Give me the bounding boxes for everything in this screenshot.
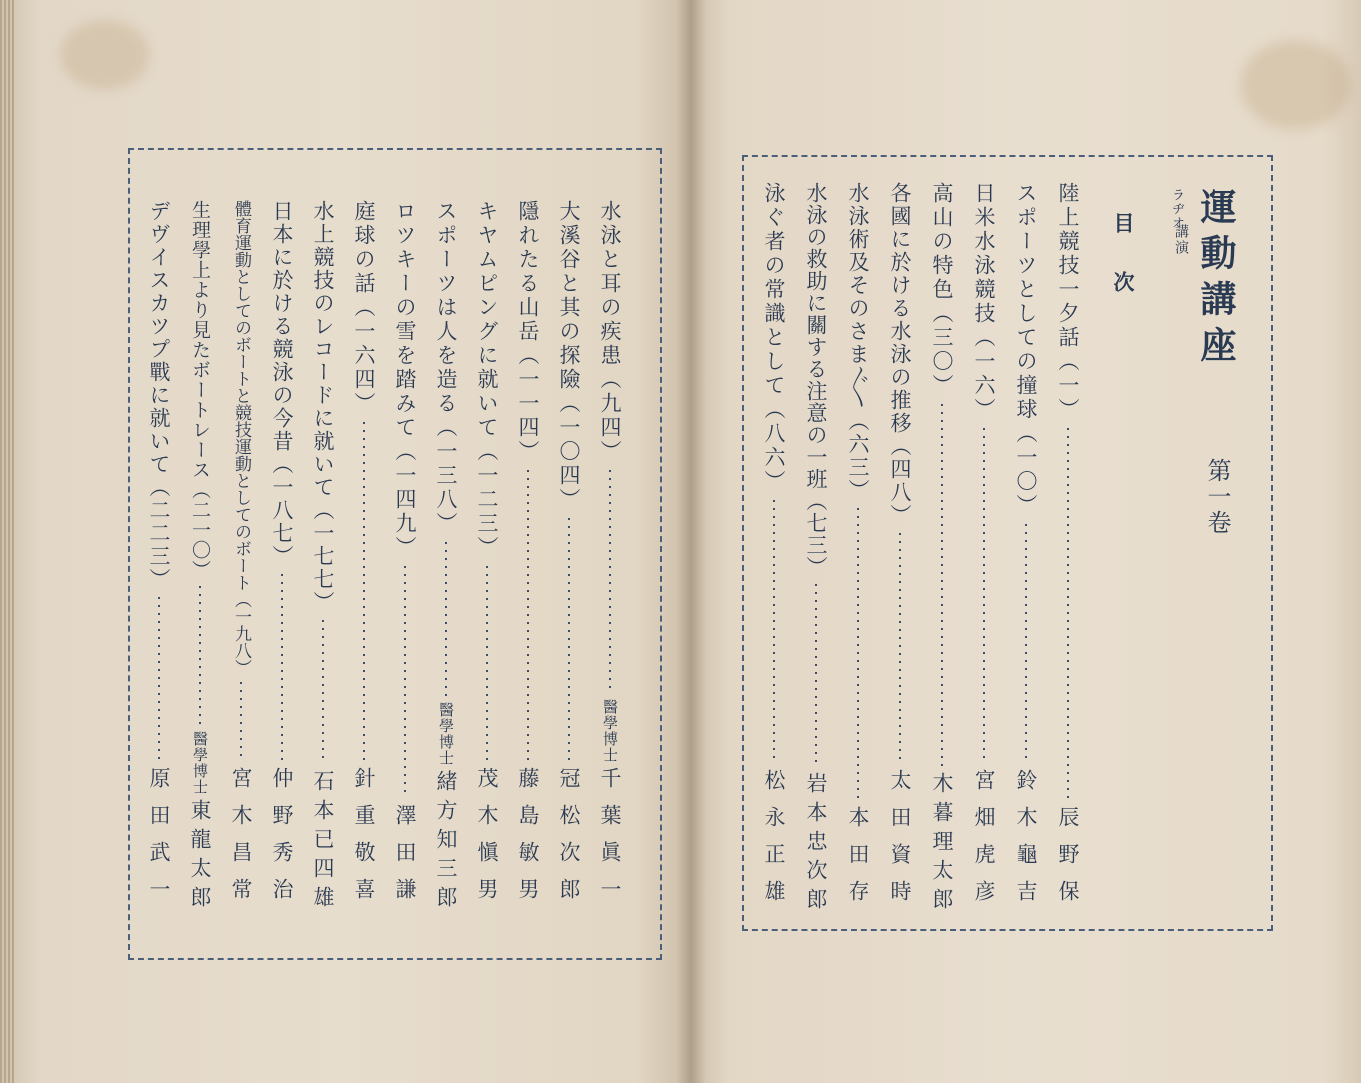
entry-author: 茂木愼男 [475, 767, 499, 915]
entry-title: 水泳術及そのさま〴〵（六三） [846, 182, 870, 502]
entry-title: ロツキーの雪を踏みて（一四九） [393, 200, 417, 560]
leader-dots [983, 428, 985, 763]
toc-entry[interactable] [596, 200, 624, 915]
entry-author: 宮木昌常 [229, 767, 253, 915]
leader-dots [815, 584, 817, 766]
entry-author: 松永正雄 [762, 769, 786, 917]
leader-dots [609, 470, 611, 693]
stain [60, 20, 150, 90]
toc-entry[interactable] [145, 200, 173, 915]
entry-author: 木暮理太郎 [930, 772, 954, 917]
toc-entry[interactable] [555, 200, 583, 915]
entry-title: 泳ぐ者の常識として（八六） [762, 182, 786, 494]
entry-author: 仲野秀治 [270, 767, 294, 915]
leader-dots [1067, 428, 1069, 800]
entry-title: 隱れたる山岳（一一四） [516, 200, 540, 464]
toc-entry[interactable] [268, 200, 296, 915]
entry-affiliation: 醫學博士 [191, 731, 209, 795]
page-edge [0, 0, 14, 1083]
entry-author: 東龍太郎 [188, 799, 212, 915]
entry-affiliation: 醫學博士 [601, 699, 619, 763]
leader-dots [158, 597, 160, 761]
leader-dots [240, 682, 242, 761]
toc-entry[interactable] [432, 200, 460, 915]
toc-entry[interactable] [1054, 182, 1082, 917]
entry-title: 水上競技のレコードに就いて（一七七） [311, 200, 335, 614]
toc-entry[interactable] [844, 182, 872, 917]
series-ruby: ラヂオ [1169, 188, 1184, 230]
series-label: 講演 [1173, 224, 1189, 256]
leader-dots [486, 566, 488, 761]
entry-author: 澤田謙 [393, 804, 417, 915]
entry-affiliation: 醫學博士 [437, 702, 455, 766]
leader-dots [199, 586, 201, 725]
toc-entry[interactable] [802, 182, 830, 917]
stain [1240, 40, 1350, 130]
entry-author: 原田武一 [147, 767, 171, 915]
entry-title: 日本に於ける競泳の今昔（一八七） [270, 200, 294, 568]
toc-entry[interactable] [760, 182, 788, 917]
toc-entry[interactable] [473, 200, 501, 915]
entry-author: 千葉眞一 [598, 767, 622, 915]
leader-dots [857, 508, 859, 800]
entry-author: 藤島敏男 [516, 767, 540, 915]
leader-dots [899, 533, 901, 763]
toc-entry[interactable] [514, 200, 542, 915]
entry-author: 岩本忠次郎 [804, 772, 828, 917]
toc-entry[interactable] [886, 182, 914, 917]
toc-entry[interactable] [227, 200, 255, 915]
leader-dots [527, 470, 529, 761]
entry-title: 體育運動としてのボートと競技運動としてのボート（一九八） [231, 200, 251, 676]
toc-entry[interactable] [350, 200, 378, 915]
entry-author: 辰野保 [1056, 806, 1080, 917]
entry-title: 陸上競技一夕話（一） [1056, 182, 1080, 422]
leader-dots [322, 620, 324, 764]
toc-entry[interactable] [309, 200, 337, 915]
toc-heading: 目次 [1111, 212, 1136, 330]
book-gutter [676, 0, 706, 1083]
leader-dots [445, 542, 447, 696]
toc-entry[interactable] [1012, 182, 1040, 917]
leader-dots [404, 566, 406, 798]
entry-title: キヤムピングに就いて（一二三） [475, 200, 499, 560]
toc-left [147, 200, 630, 915]
entry-author: 太田資時 [888, 769, 912, 917]
leader-dots [773, 500, 775, 763]
entry-title: 各國に於ける水泳の推移（四八） [888, 182, 912, 527]
entry-title: スポーツとしての撞球（一〇） [1014, 182, 1038, 518]
leader-dots [941, 404, 943, 766]
entry-author: 鈴木龜吉 [1014, 769, 1038, 917]
entry-title: 生理學上より見たボートレース（二一〇） [189, 200, 211, 580]
entry-author: 冠松次郎 [557, 767, 581, 915]
entry-title: 日米水泳競技（一六） [972, 182, 996, 422]
toc-entry[interactable] [186, 200, 214, 915]
entry-title: 大溪谷と其の探險（一〇四） [557, 200, 581, 512]
toc-entry[interactable] [970, 182, 998, 917]
toc-entry[interactable] [391, 200, 419, 915]
entry-author: 宮畑虎彦 [972, 769, 996, 917]
leader-dots [281, 574, 283, 761]
entry-author: 緒方知三郎 [434, 770, 458, 915]
leader-dots [1025, 524, 1027, 763]
toc-right [760, 182, 1100, 917]
entry-title: スポーツは人を造る（一三八） [434, 200, 458, 536]
volume-label: 第一卷 [1203, 458, 1231, 536]
entry-title: 水泳と耳の疾患（九四） [598, 200, 622, 464]
book-title: 運動講座 [1195, 188, 1237, 372]
leader-dots [568, 518, 570, 761]
entry-title: 庭球の話（一六四） [352, 200, 376, 416]
entry-title: 水泳の救助に關する注意の一班（七三） [804, 182, 828, 578]
entry-author: 針重敬喜 [352, 767, 376, 915]
entry-author: 石本已四雄 [311, 770, 335, 915]
entry-title: 高山の特色（三〇） [930, 182, 954, 398]
entry-title: デヴイスカツプ戰に就いて（二二三） [147, 200, 171, 591]
entry-author: 本田存 [846, 806, 870, 917]
leader-dots [363, 422, 365, 761]
toc-entry[interactable] [928, 182, 956, 917]
